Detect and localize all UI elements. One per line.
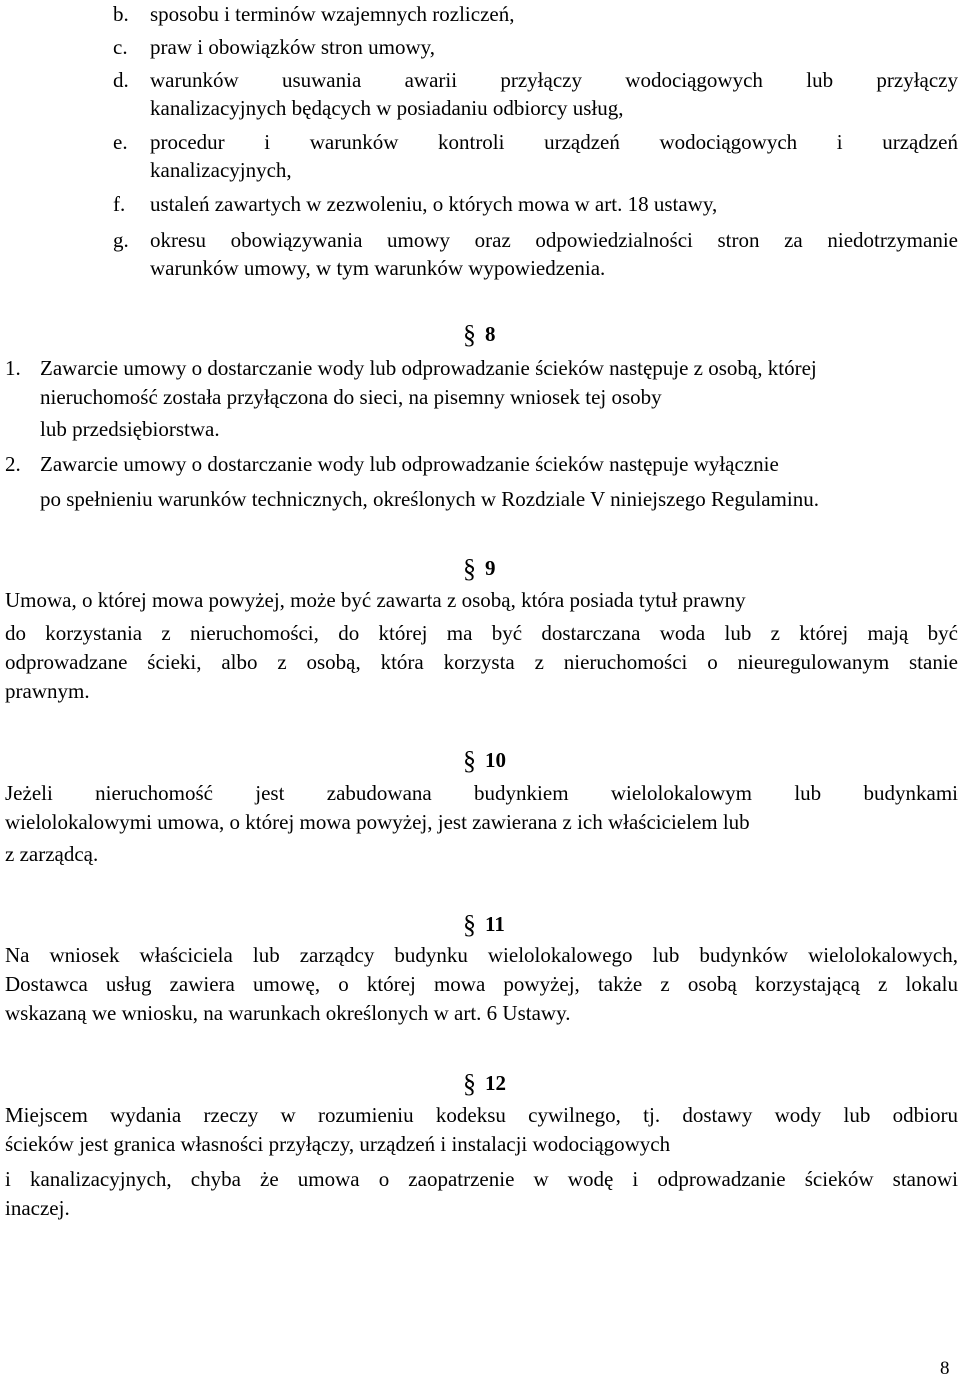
section-symbol: § bbox=[463, 910, 476, 939]
list-item-c bbox=[113, 33, 958, 61]
list-item-text: ustaleń zawartych w zezwoleniu, o których mowa w art. 18 ustawy, bbox=[150, 192, 718, 216]
paragraph-line: do korzystania z nieruchomości, do której ma być dostarczana woda lub z której mają być bbox=[5, 621, 958, 645]
paragraph-line: i kanalizacyjnych, chyba że umowa o zaopatrzenie w wodę i odprowadzanie ścieków stanowi bbox=[5, 1167, 958, 1191]
paragraph-label: 1. bbox=[5, 356, 21, 380]
paragraph-line: prawnym. bbox=[5, 679, 90, 703]
paragraph-9 bbox=[5, 586, 958, 706]
page-number: 8 bbox=[940, 1358, 950, 1379]
paragraph-line: z zarządcą. bbox=[5, 842, 99, 866]
paragraph-line: nieruchomość została przyłączona do sieci, na pisemny wniosek tej osoby bbox=[40, 385, 662, 409]
paragraph-8-2 bbox=[5, 450, 958, 514]
list-item-d bbox=[113, 66, 958, 122]
paragraph-line: lub przedsiębiorstwa. bbox=[40, 417, 220, 441]
paragraph-line: po spełnieniu warunków technicznych, określonych w Rozdziale V niniejszego Regulaminu. bbox=[40, 487, 819, 511]
paragraph-line: Na wniosek właściciela lub zarządcy budynku wielolokalowego lub budynków wielolokalowych, bbox=[5, 943, 958, 967]
list-item-label: d. bbox=[113, 68, 129, 92]
section-heading-9 bbox=[463, 552, 496, 582]
section-symbol: § bbox=[463, 554, 476, 583]
paragraph-10 bbox=[5, 779, 958, 869]
paragraph-12 bbox=[5, 1101, 958, 1223]
section-number: 10 bbox=[485, 748, 506, 772]
section-symbol: § bbox=[463, 320, 476, 349]
list-item-label: e. bbox=[113, 130, 128, 154]
paragraph-line: Umowa, o której mowa powyżej, może być zawarta z osobą, która posiada tytuł prawny bbox=[5, 588, 746, 612]
section-heading-8 bbox=[463, 318, 496, 348]
paragraph-line: Dostawca usług zawiera umowę, o której mowa powyżej, także z osobą korzystającą z lokalu bbox=[5, 972, 958, 996]
paragraph-line: wielolokalowymi umowa, o której mowa powyżej, jest zawierana z ich właścicielem lub bbox=[5, 810, 750, 834]
list-item-label: b. bbox=[113, 2, 129, 26]
section-heading-10 bbox=[463, 744, 506, 774]
paragraph-line: Miejscem wydania rzeczy w rozumieniu kodeksu cywilnego, tj. dostawy wody lub odbioru bbox=[5, 1103, 958, 1127]
list-item-text: sposobu i terminów wzajemnych rozliczeń, bbox=[150, 2, 515, 26]
paragraph-line: Jeżeli nieruchomość jest zabudowana budynkiem wielolokalowym lub budynkami bbox=[5, 781, 958, 805]
list-item-text: kanalizacyjnych, bbox=[150, 158, 292, 182]
list-item-text: okresu obowiązywania umowy oraz odpowiedzialności stron za niedotrzymanie bbox=[150, 228, 958, 252]
paragraph-line: ścieków jest granica własności przyłączy, urządzeń i instalacji wodociągowych bbox=[5, 1132, 671, 1156]
list-item-label: c. bbox=[113, 35, 128, 59]
list-item-text: warunków usuwania awarii przyłączy wodociągowych lub przyłączy bbox=[150, 68, 958, 92]
section-heading-11 bbox=[463, 908, 505, 938]
list-item-e bbox=[113, 128, 958, 184]
list-item-label: g. bbox=[113, 228, 129, 252]
section-number: 12 bbox=[485, 1071, 506, 1095]
section-number: 9 bbox=[485, 556, 496, 580]
list-item-text: warunków umowy, w tym warunków wypowiedzenia. bbox=[150, 256, 606, 280]
section-symbol: § bbox=[463, 746, 476, 775]
list-item-label: f. bbox=[113, 192, 126, 216]
list-item-b bbox=[113, 0, 958, 28]
list-item-f bbox=[113, 190, 958, 218]
paragraph-line: Zawarcie umowy o dostarczanie wody lub odprowadzanie ścieków następuje wyłącznie bbox=[40, 452, 779, 476]
paragraph-line: Zawarcie umowy o dostarczanie wody lub odprowadzanie ścieków następuje z osobą, której bbox=[40, 356, 817, 380]
section-number: 11 bbox=[485, 912, 505, 936]
list-item-g bbox=[113, 226, 958, 282]
section-number: 8 bbox=[485, 322, 496, 346]
paragraph-line: odprowadzane ścieki, albo z osobą, która korzysta z nieruchomości o nieuregulowanym stanie bbox=[5, 650, 958, 674]
paragraph-line: inaczej. bbox=[5, 1196, 70, 1220]
paragraph-line: wskazaną we wniosku, na warunkach określonych w art. 6 Ustawy. bbox=[5, 1001, 571, 1025]
paragraph-11 bbox=[5, 941, 958, 1028]
paragraph-8-1 bbox=[5, 354, 958, 444]
list-item-text: procedur i warunków kontroli urządzeń wodociągowych i urządzeń bbox=[150, 130, 958, 154]
list-item-text: kanalizacyjnych będących w posiadaniu odbiorcy usług, bbox=[150, 96, 624, 120]
list-item-text: praw i obowiązków stron umowy, bbox=[150, 35, 436, 59]
paragraph-label: 2. bbox=[5, 452, 21, 476]
section-symbol: § bbox=[463, 1069, 476, 1098]
section-heading-12 bbox=[463, 1067, 506, 1097]
